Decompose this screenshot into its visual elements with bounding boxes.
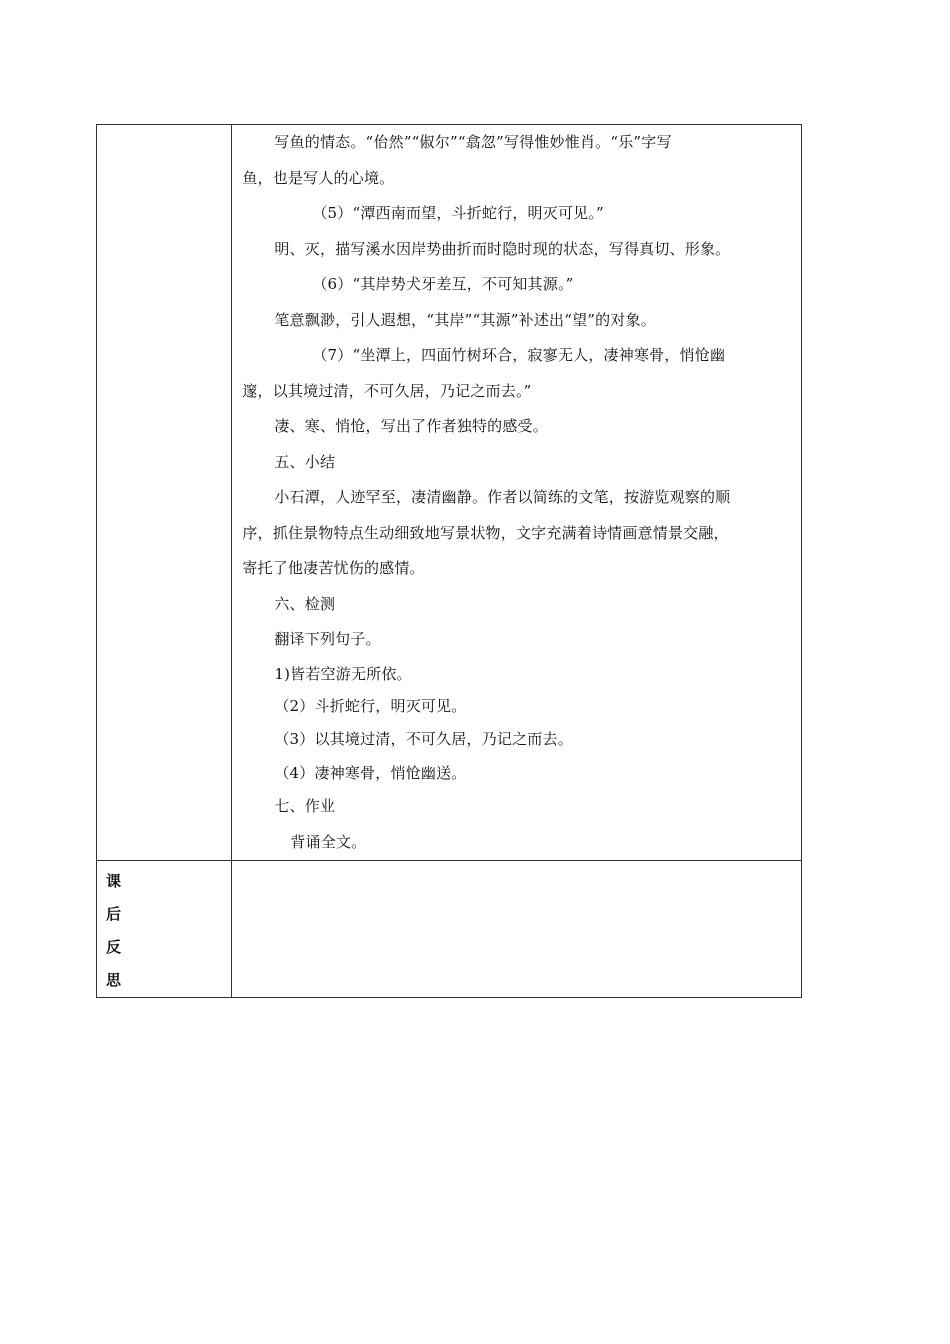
text-line: 写鱼的情态。“佁然”“俶尔”“翕忽”写得惟妙惟肖。“乐”字写	[274, 133, 672, 151]
reflection-label-char: 思	[106, 971, 122, 989]
text-line: （2）斗折蛇行，明灭可见。	[274, 696, 467, 715]
lesson-row	[97, 125, 802, 861]
reflection-label-char: 反	[106, 938, 122, 956]
lesson-table	[96, 124, 802, 998]
text-line: 小石潭，人迹罕至，凄清幽静。作者以简练的文笔，按游览观察的顺	[274, 488, 731, 506]
text-line: （5）“潭西南而望，斗折蛇行，明灭可见。”	[312, 204, 604, 222]
text-line: 鱼，也是写人的心境。	[242, 168, 395, 187]
reflection-label-char: 课	[106, 872, 122, 890]
text-line: （6）“其岸势犬牙差互，不可知其源。”	[312, 275, 574, 293]
text-line: （3）以其境过清，不可久居，乃记之而去。	[274, 729, 573, 748]
text-line: 1)皆若空游无所依。	[274, 664, 412, 683]
reflection-content-cell	[232, 861, 802, 998]
text-line: 笔意飘渺，引人遐想，“其岸”“其源”补述出“望”的对象。	[274, 310, 656, 329]
lesson-content	[232, 125, 801, 860]
text-line: （4）凄神寒骨，悄怆幽送。	[274, 764, 467, 782]
text-line: （7）“坐潭上，四面竹树环合，寂寥无人，凄神寒骨，悄怆幽	[312, 346, 726, 364]
section-heading: 五、小结	[274, 452, 336, 471]
section-heading: 七、作业	[274, 797, 336, 815]
text-line: 明、灭，描写溪水因岸势曲折而时隐时现的状态，写得真切、形象。	[274, 239, 731, 258]
reflection-label-char: 后	[106, 905, 122, 923]
text-line: 翻译下列句子。	[274, 630, 381, 648]
text-line: 序，抓住景物特点生动细致地写景状物，文字充满着诗情画意情景交融，	[242, 523, 729, 542]
text-line: 邃，以其境过清，不可久居，乃记之而去。”	[242, 381, 532, 400]
lesson-content-cell	[232, 125, 802, 861]
reflection-row	[97, 861, 802, 998]
reflection-label-cell	[97, 861, 232, 998]
section-heading: 六、检测	[274, 594, 336, 613]
text-line: 寄托了他凄苦忧伤的感情。	[242, 559, 425, 577]
lesson-label-cell	[97, 125, 232, 861]
reflection-label	[97, 861, 231, 997]
text-line: 背诵全文。	[290, 832, 367, 851]
text-line: 凄、寒、悄怆，写出了作者独特的感受。	[274, 417, 548, 435]
